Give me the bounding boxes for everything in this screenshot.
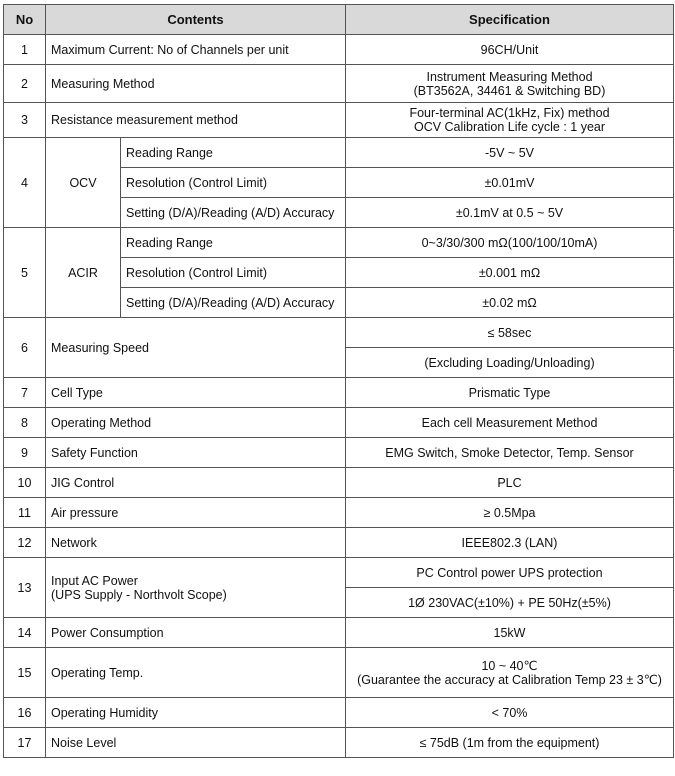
row-spec	[346, 648, 674, 698]
sub-label: Resolution (Control Limit)	[121, 258, 346, 288]
row-spec: PLC	[346, 468, 674, 498]
row-spec: IEEE802.3 (LAN)	[346, 528, 674, 558]
spec-line: 10 ~ 40℃	[481, 658, 538, 673]
table-row	[4, 228, 674, 258]
row-number: 2	[4, 65, 46, 103]
header-row	[4, 5, 674, 35]
row-contents: Maximum Current: No of Channels per unit	[46, 35, 346, 65]
table-row	[4, 618, 674, 648]
spec-line: (Guarantee the accuracy at Calibration Temp 23 ± 3℃)	[357, 672, 662, 687]
row-group-label: ACIR	[46, 228, 121, 318]
row-spec: ≥ 0.5Mpa	[346, 498, 674, 528]
row-spec: Prismatic Type	[346, 378, 674, 408]
row-number: 5	[4, 228, 46, 318]
row-contents: Operating Humidity	[46, 698, 346, 728]
table-row	[4, 318, 674, 348]
sub-label: Reading Range	[121, 138, 346, 168]
table-row	[4, 728, 674, 758]
row-contents: Air pressure	[46, 498, 346, 528]
row-contents: Measuring Method	[46, 65, 346, 103]
row-contents: Operating Temp.	[46, 648, 346, 698]
row-spec	[346, 65, 674, 103]
table-row	[4, 378, 674, 408]
row-number: 6	[4, 318, 46, 378]
table-row	[4, 648, 674, 698]
row-number: 17	[4, 728, 46, 758]
row-number: 3	[4, 103, 46, 138]
table-row	[4, 468, 674, 498]
row-spec: 96CH/Unit	[346, 35, 674, 65]
row-spec: ≤ 58sec	[346, 318, 674, 348]
table-row	[4, 528, 674, 558]
row-number: 4	[4, 138, 46, 228]
row-spec: ≤ 75dB (1m from the equipment)	[346, 728, 674, 758]
row-number: 16	[4, 698, 46, 728]
row-number: 15	[4, 648, 46, 698]
row-contents: JIG Control	[46, 468, 346, 498]
row-spec: 0~3/30/300 mΩ(100/100/10mA)	[346, 228, 674, 258]
spec-line: OCV Calibration Life cycle : 1 year	[413, 120, 606, 134]
spec-line: Instrument Measuring Method	[426, 69, 593, 84]
row-spec: ±0.02 mΩ	[346, 288, 674, 318]
row-spec: ±0.001 mΩ	[346, 258, 674, 288]
row-contents: Measuring Speed	[46, 318, 346, 378]
row-number: 7	[4, 378, 46, 408]
row-spec: 1Ø 230VAC(±10%) + PE 50Hz(±5%)	[346, 588, 674, 618]
row-number: 10	[4, 468, 46, 498]
row-spec	[346, 103, 674, 138]
table-row	[4, 65, 674, 103]
table-row	[4, 408, 674, 438]
row-number: 13	[4, 558, 46, 618]
row-spec: -5V ~ 5V	[346, 138, 674, 168]
row-spec: < 70%	[346, 698, 674, 728]
row-number: 12	[4, 528, 46, 558]
sub-label: Setting (D/A)/Reading (A/D) Accuracy	[121, 198, 346, 228]
row-number: 8	[4, 408, 46, 438]
row-spec: ±0.1mV at 0.5 ~ 5V	[346, 198, 674, 228]
table-row	[4, 35, 674, 65]
row-number: 11	[4, 498, 46, 528]
table-row	[4, 138, 674, 168]
specification-table	[3, 4, 674, 758]
row-spec: PC Control power UPS protection	[346, 558, 674, 588]
contents-line: Input AC Power	[51, 573, 138, 588]
row-spec: ±0.01mV	[346, 168, 674, 198]
row-contents: Cell Type	[46, 378, 346, 408]
table-row	[4, 498, 674, 528]
row-group-label: OCV	[46, 138, 121, 228]
sub-label: Setting (D/A)/Reading (A/D) Accuracy	[121, 288, 346, 318]
spec-line: Four-terminal AC(1kHz, Fix) method	[409, 106, 610, 120]
row-contents: Resistance measurement method	[46, 103, 346, 138]
row-spec: 15kW	[346, 618, 674, 648]
row-contents: Network	[46, 528, 346, 558]
table-row	[4, 103, 674, 138]
spec-line: (BT3562A, 34461 & Switching BD)	[413, 83, 606, 98]
contents-line: (UPS Supply - Northvolt Scope)	[51, 587, 227, 602]
row-contents: Operating Method	[46, 408, 346, 438]
header-no: No	[4, 5, 46, 35]
sub-label: Resolution (Control Limit)	[121, 168, 346, 198]
row-spec: (Excluding Loading/Unloading)	[346, 348, 674, 378]
table-row	[4, 698, 674, 728]
row-contents	[46, 558, 346, 618]
header-contents: Contents	[46, 5, 346, 35]
sub-label: Reading Range	[121, 228, 346, 258]
table-row	[4, 438, 674, 468]
table-row	[4, 558, 674, 588]
row-number: 14	[4, 618, 46, 648]
row-spec: Each cell Measurement Method	[346, 408, 674, 438]
header-specification: Specification	[346, 5, 674, 35]
row-number: 9	[4, 438, 46, 468]
row-contents: Noise Level	[46, 728, 346, 758]
row-spec: EMG Switch, Smoke Detector, Temp. Sensor	[346, 438, 674, 468]
row-contents: Power Consumption	[46, 618, 346, 648]
row-number: 1	[4, 35, 46, 65]
row-contents: Safety Function	[46, 438, 346, 468]
